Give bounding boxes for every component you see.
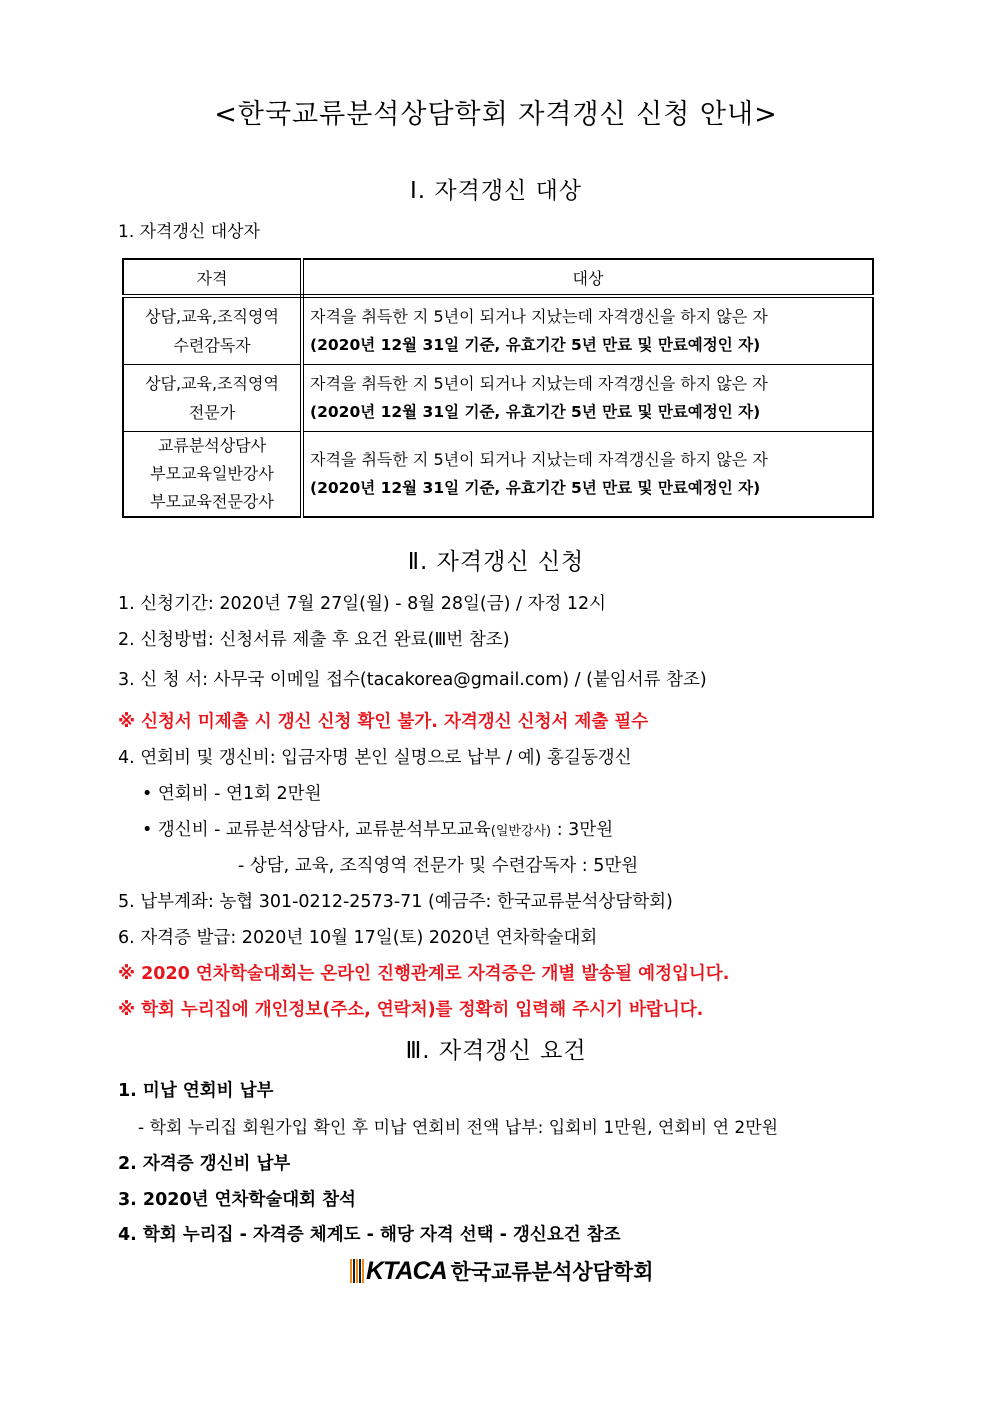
target-description: 자격을 취득한 지 5년이 되거나 지났는데 자격갱신을 하지 않은 자 (310, 307, 768, 326)
target-description: 자격을 취득한 지 5년이 되거나 지났는데 자격갱신을 하지 않은 자 (310, 374, 768, 393)
section-3-heading: Ⅲ. 자격갱신 요건 (405, 1038, 587, 1064)
target-description: 자격을 취득한 지 5년이 되거나 지났는데 자격갱신을 하지 않은 자 (310, 450, 768, 469)
renewal-fee-amount: : 3만원 (551, 820, 614, 840)
table-cell-qualification (123, 365, 302, 432)
organization-name: 한국교류분석상담학회 (450, 1260, 654, 1284)
logo-stripe-icon (350, 1259, 364, 1283)
table-cell-target (302, 432, 873, 518)
annual-fee: • 연회비 - 연1회 2만원 (142, 784, 322, 804)
table-header-row (123, 259, 873, 296)
table-row (123, 365, 873, 432)
qualification-table (122, 258, 874, 518)
table-row (123, 296, 873, 365)
certificate-issue: 6. 자격증 발급: 2020년 10월 17일(토) 2020년 연차학술대회 (118, 928, 598, 948)
table-row (123, 432, 873, 518)
organization-logo (350, 1256, 654, 1286)
logo-text: KTACA (366, 1256, 447, 1285)
section-1-heading: Ⅰ. 자격갱신 대상 (409, 178, 583, 204)
application-form: 3. 신 청 서: 사무국 이메일 접수(tacakorea@gmail.com) / (붙임서류 참조) (118, 670, 707, 690)
table-cell-target (302, 365, 873, 432)
target-criteria: (2020년 12월 31일 기준, 유효기간 5년 만료 및 만료예정인 자) (310, 403, 761, 421)
renewal-fee-text: • 갱신비 - 교류분석상담사, 교류분석부모교육 (142, 820, 491, 840)
section-2-heading: Ⅱ. 자격갱신 신청 (407, 549, 585, 575)
qualification-line: 전문가 (188, 403, 236, 422)
requirement-3: 3. 2020년 연차학술대회 참석 (118, 1190, 356, 1210)
qualification-line: 교류분석상담사 (157, 436, 267, 455)
qualification-line: 상담,교육,조직영역 (145, 374, 279, 393)
qualification-line: 수련감독자 (173, 336, 251, 355)
table-cell-qualification (123, 432, 302, 518)
requirement-1: 1. 미납 연회비 납부 (118, 1081, 274, 1101)
notice-online-conference: ※ 2020 연차학술대회는 온라인 진행관계로 자격증은 개별 발송될 예정입니다. (118, 964, 730, 984)
requirement-2: 2. 자격증 갱신비 납부 (118, 1154, 291, 1174)
renewal-fee-line-1 (142, 816, 613, 841)
table-cell-qualification (123, 296, 302, 365)
qualification-line: 상담,교육,조직영역 (145, 307, 279, 326)
target-criteria: (2020년 12월 31일 기준, 유효기간 5년 만료 및 만료예정인 자) (310, 336, 761, 354)
payment-account: 5. 납부계좌: 농협 301-0212-2573-71 (예금주: 한국교류분석상담학회) (118, 892, 673, 912)
document-title: <한국교류분석상담학회 자격갱신 신청 안내> (214, 99, 778, 130)
requirement-1-detail: - 학회 누리집 회원가입 확인 후 미납 연회비 전액 납부: 입회비 1만원, 연회비 연 2만원 (138, 1118, 779, 1138)
application-period: 1. 신청기간: 2020년 7월 27일(월) - 8월 28일(금) / 자정 12시 (118, 594, 607, 614)
requirement-4: 4. 학회 누리집 - 자격증 체계도 - 해당 자격 선택 - 갱신요건 참조 (118, 1225, 621, 1245)
notice-required-form: ※ 신청서 미제출 시 갱신 신청 확인 불가. 자격갱신 신청서 제출 필수 (118, 712, 649, 732)
fees-info: 4. 연회비 및 갱신비: 입금자명 본인 실명으로 납부 / 예) 홍길동갱신 (118, 748, 632, 768)
qualification-line: 부모교육일반강사 (150, 464, 274, 483)
application-method: 2. 신청방법: 신청서류 제출 후 요건 완료(Ⅲ번 참조) (118, 630, 510, 650)
logo-mark (366, 1257, 447, 1286)
section-1-subheading: 1. 자격갱신 대상자 (118, 222, 260, 242)
target-criteria: (2020년 12월 31일 기준, 유효기간 5년 만료 및 만료예정인 자) (310, 479, 761, 497)
table-header-qualification: 자격 (123, 259, 302, 296)
qualification-line: 부모교육전문강사 (150, 492, 274, 511)
renewal-fee-line-2: - 상담, 교육, 조직영역 전문가 및 수련감독자 : 5만원 (238, 856, 639, 876)
table-header-target: 대상 (302, 259, 873, 296)
table-cell-target (302, 296, 873, 365)
renewal-fee-note: (일반강사) (490, 824, 552, 839)
notice-personal-info: ※ 학회 누리집에 개인정보(주소, 연락처)를 정확히 입력해 주시기 바랍니다. (118, 1000, 704, 1020)
